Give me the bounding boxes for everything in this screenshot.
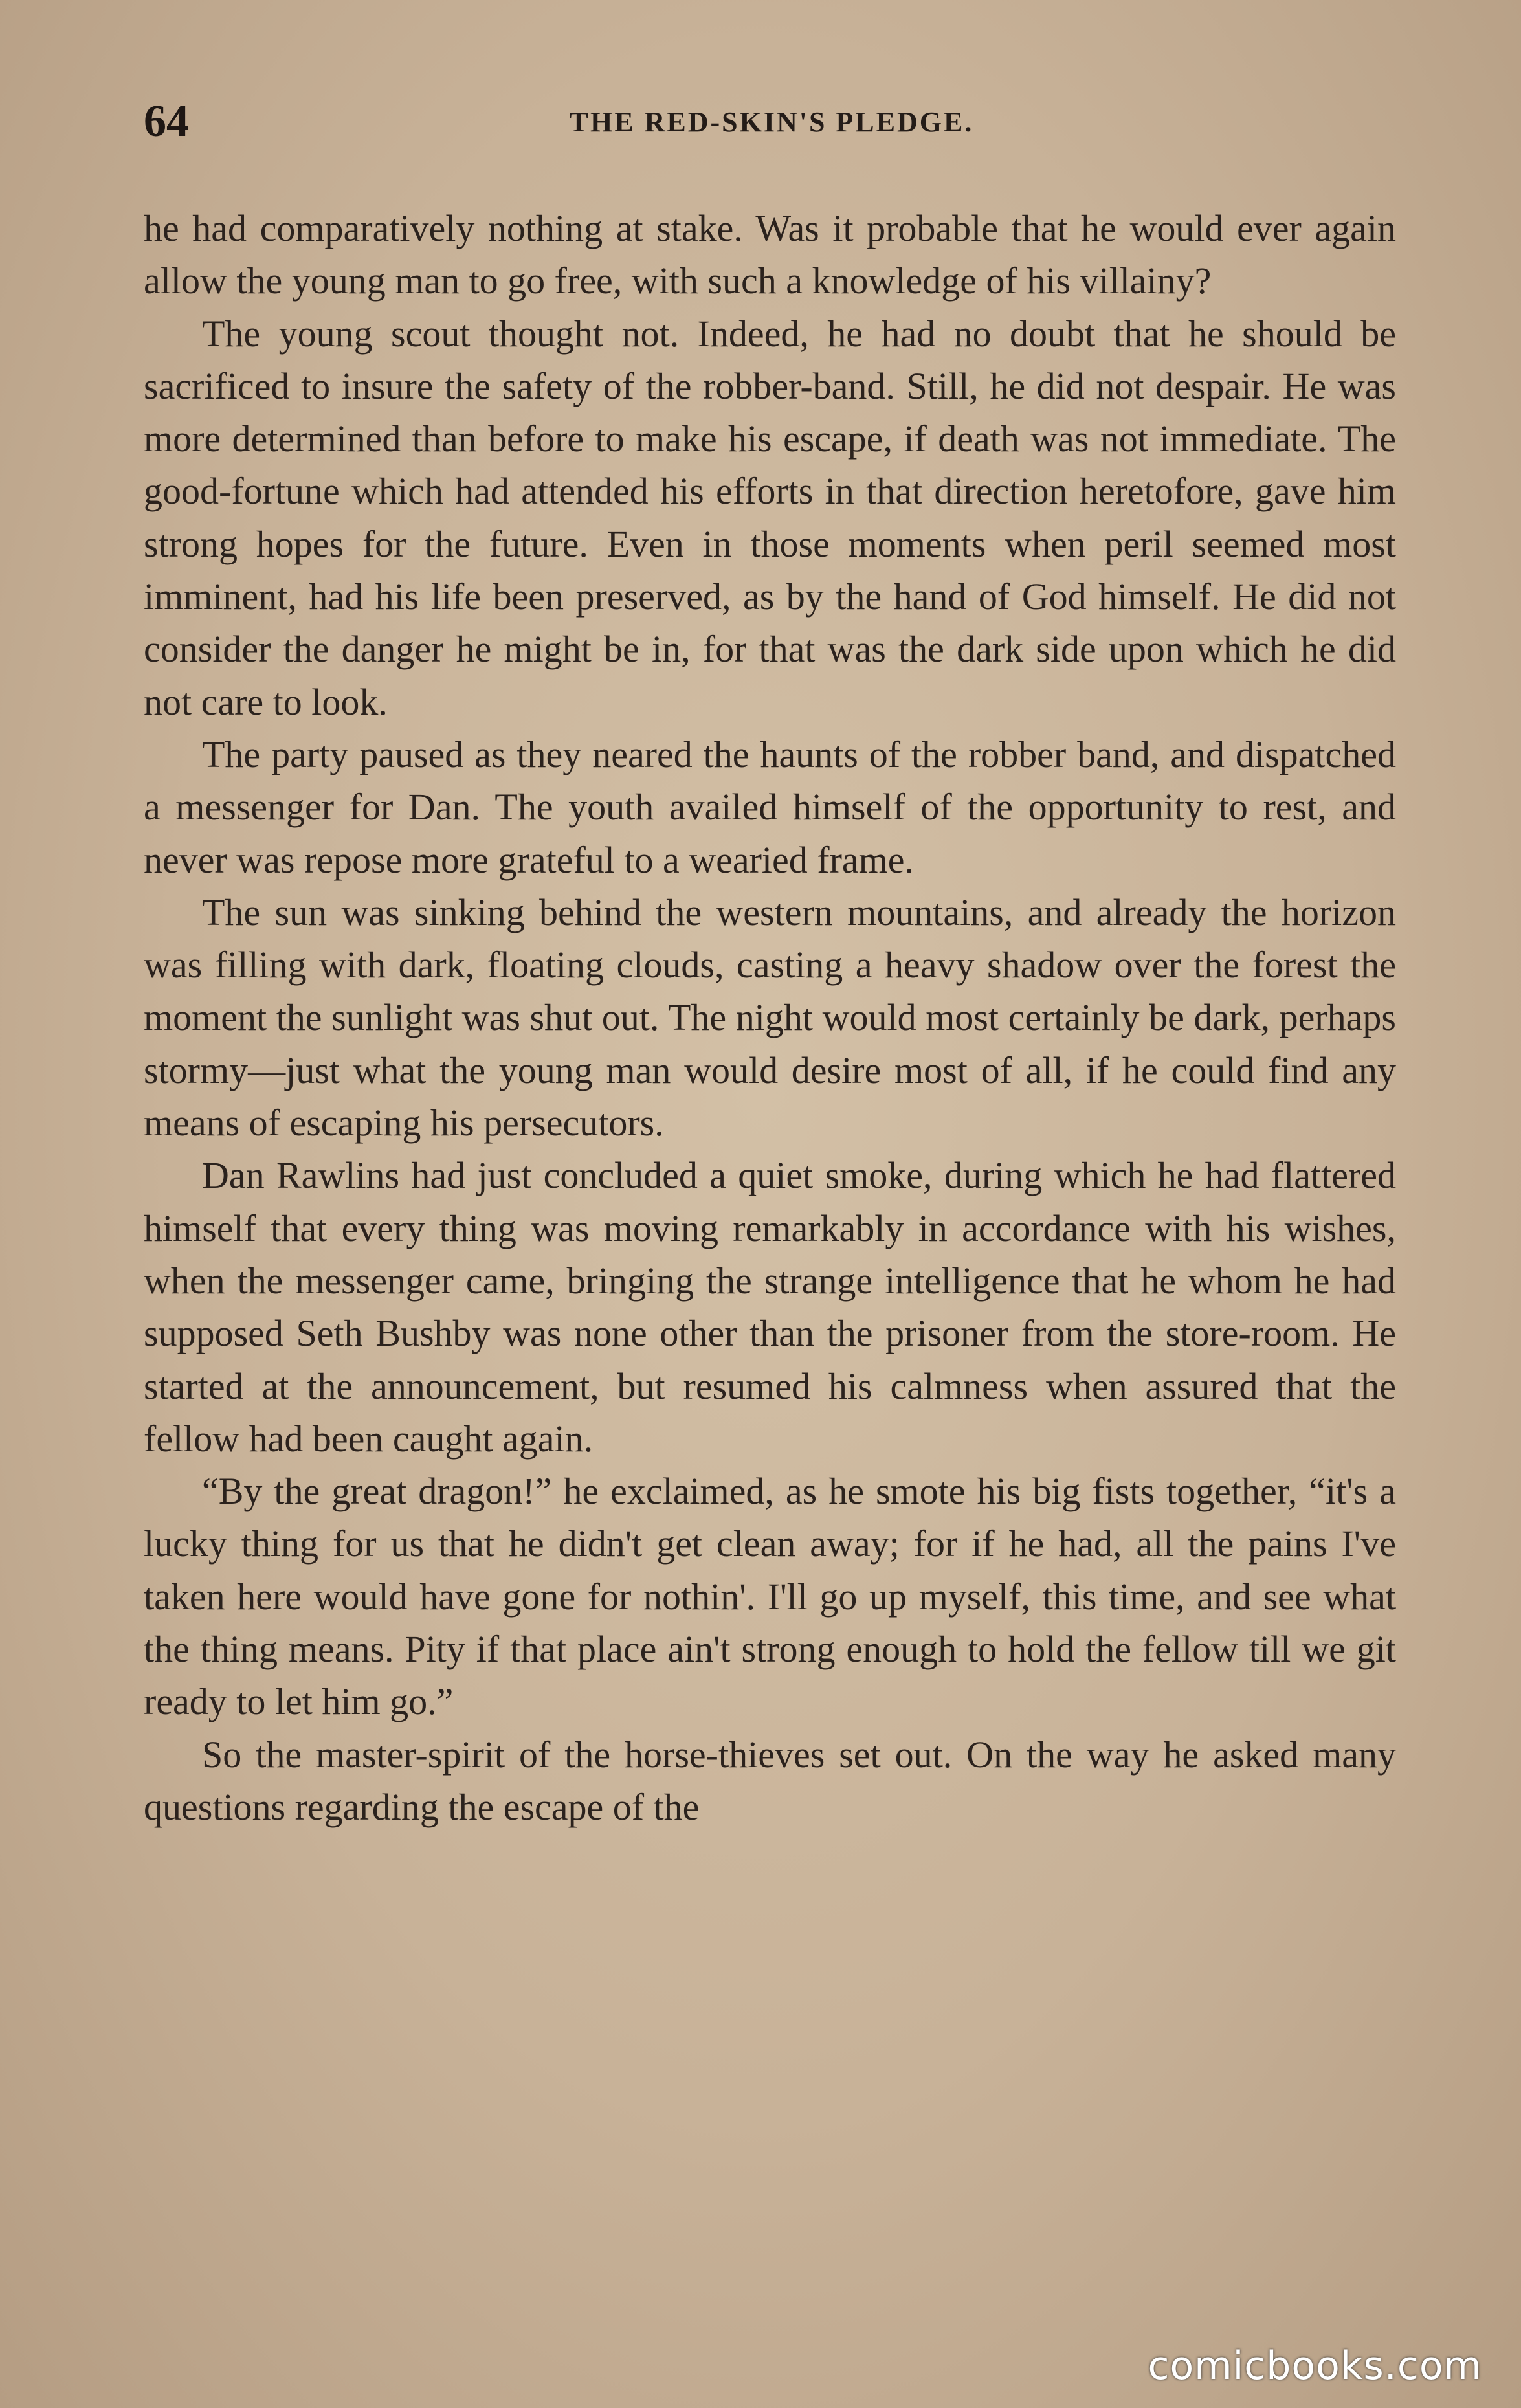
paragraph: So the master-spirit of the horse-thieves set out. On the way he asked many questions regarding the escape of the <box>144 1733 1396 1828</box>
paragraph: Dan Rawlins had just concluded a quiet smoke, during which he had flattered himself that every thing was moving remarkably in accordance with his wishes, when the messenger came, bringing the strange intelligence that he whom he had supposed Seth Bushby was none other than the prisoner from the store-room. He started at the announcement, but resumed his calmness when assured that the fellow had been caught again. <box>144 1154 1396 1460</box>
paragraph: The party paused as they neared the haunts of the robber band, and dispatched a messenger for Dan. The youth availed himself of the opportunity to rest, and never was repose more grateful to a wearied frame. <box>144 733 1396 881</box>
page-header <box>144 96 1399 148</box>
paragraph: The young scout thought not. Indeed, he had no doubt that he should be sacrificed to insure the safety of the robber-band. Still, he did not despair. He was more determined than before to make his escape, if death was not immediate. The good-fortune which had attended his efforts in that direction heretofore, gave him strong hopes for the future. Even in those moments when peril seemed most imminent, had his life been preserved, as by the hand of God himself. He did not consider the danger he might be in, for that was the dark side upon which he did not care to look. <box>144 312 1396 723</box>
paragraph: “By the great dragon!” he exclaimed, as he smote his big fists together, “it's a lucky thing for us that he didn't get clean away; for if he had, all the pains I've taken here would have gone for nothin'. I'll go up myself, this time, and see what the thing means. Pity if that place ain't strong enough to hold the fellow till we git ready to let him go.” <box>144 1470 1396 1723</box>
paragraph: he had comparatively nothing at stake. Was it probable that he would ever again allow the young man to go free, with such a knowledge of his villainy? <box>144 207 1396 302</box>
paragraph: The sun was sinking behind the western mountains, and already the horizon was filling with dark, floating clouds, casting a heavy shadow over the forest the moment the sunlight was shut out. The night would most certainly be dark, perhaps stormy—just what the young man would desire most of all, if he could find any means of escaping his persecutors. <box>144 891 1396 1144</box>
watermark: comicbooks.com <box>1148 2343 1482 2389</box>
running-title: THE RED-SKIN'S PLEDGE. <box>569 106 974 138</box>
page-number: 64 <box>144 96 189 146</box>
body-text <box>144 202 1396 1833</box>
